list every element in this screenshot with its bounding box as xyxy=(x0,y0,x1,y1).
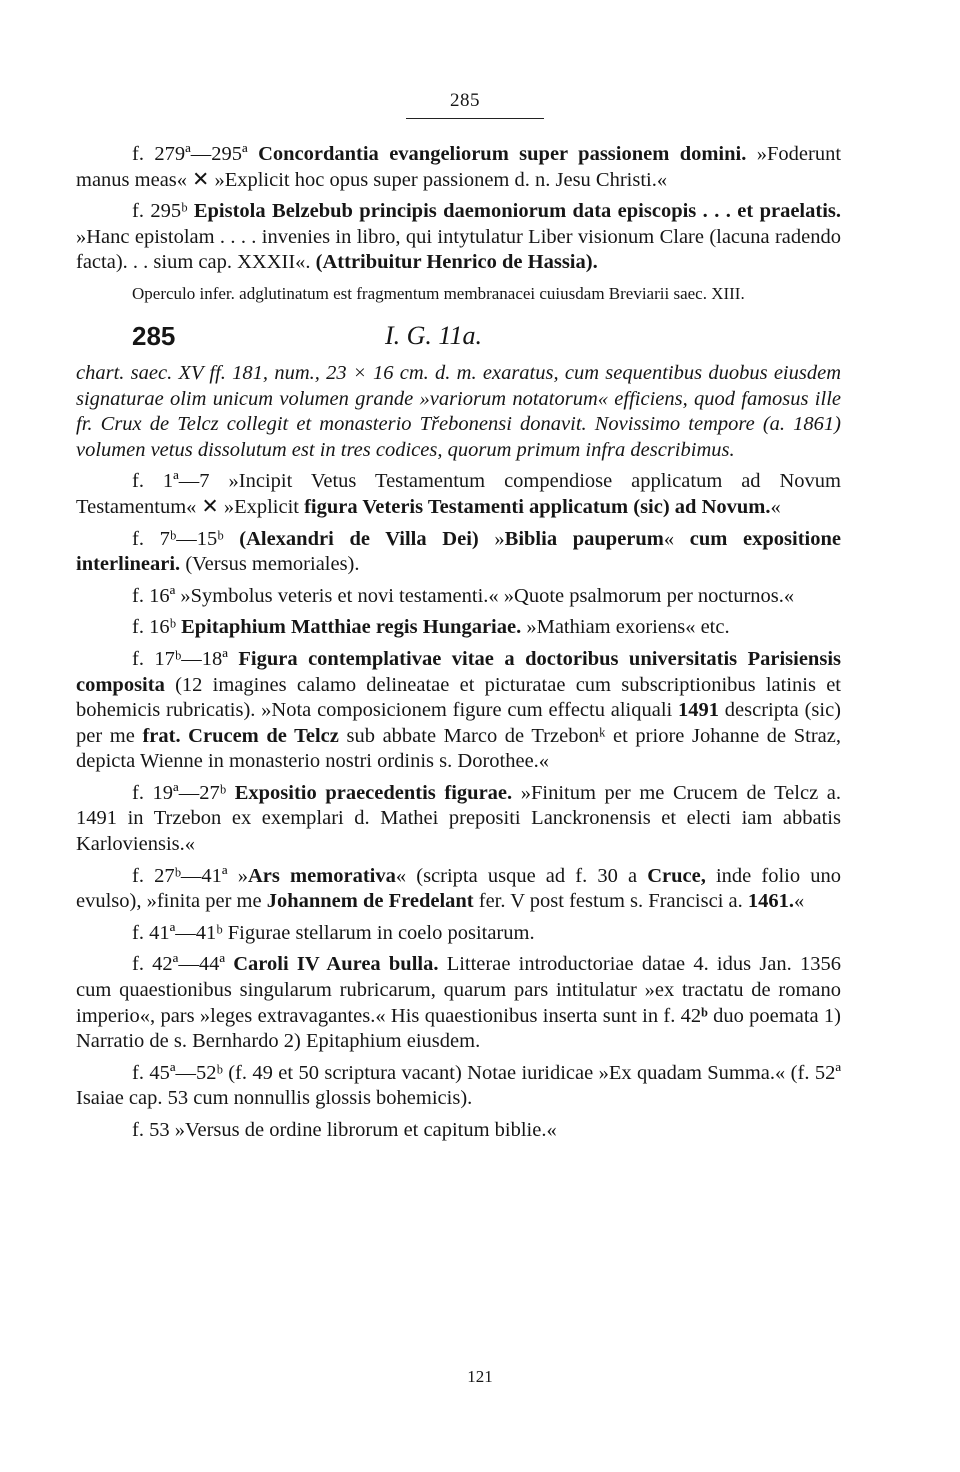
entry-locator: f. 16ᵇ xyxy=(132,616,176,639)
catalog-content xyxy=(76,142,841,1150)
manuscript-number: 285 xyxy=(132,320,176,351)
entry-text: (12 imagines calamo delineatae et picturatae cum subscriptionibus latinis et bohemicis rubricatis). »Nota composicionem figure cum effectu aliquali xyxy=(76,673,841,722)
entry-text: sub abbate Marco de Trzebonᵏ et priore Johanne de Straz, depicta Wienne in monasterio nostri ordinis s. Dorothee.« xyxy=(76,724,841,773)
entry-title: Epistola Belzebub principis daemoniorum data episcopis . . . et praelatis. xyxy=(193,200,841,223)
content-entry xyxy=(76,584,841,610)
entry-locator: f. 17ᵇ—18ª xyxy=(132,647,228,670)
content-entry xyxy=(76,781,841,858)
entry-title: Concordantia evangeliorum super passionem domini. xyxy=(258,143,747,165)
entry-bold-text: 1491 xyxy=(678,699,720,722)
entry-bold-text: figura Veteris Testamenti applicatum (sic) ad Novum. xyxy=(304,495,771,518)
entry-text: »Incipit Vetus Testamentum compendiose applicatum ad Novum Testamentum« ✕ »Explicit xyxy=(76,470,842,518)
signature-line xyxy=(76,317,841,361)
entry-text: (f. 49 et 50 scriptura vacant) Notae iuridicae »Ex quadam Summa.« (f. 52ª Isaiae cap. 53 cum nonnullis glossis bohemicis). xyxy=(76,1061,841,1110)
codex-description: chart. saec. XV ff. 181, num., 23 × 16 cm. d. m. exaratus, cum sequentibus duobus eiusdem signaturae olim unicum volumen grande »variorum notatorum« efficiens, quod famosus ille fr. Crux de Telcz collegit et monasterio Třebonensi donavit. Novissimo tempore (a. 1861) volumen vetus dissolutum est in tres codices, quorum primum infra describimus. xyxy=(76,361,841,461)
entry-text: « xyxy=(770,495,781,518)
content-entry xyxy=(76,469,841,520)
content-entry xyxy=(76,615,841,641)
entry-attribution: (Attribuitur Henrico de Hassia). xyxy=(315,251,598,274)
entry-text: (Versus memoriales). xyxy=(180,553,360,576)
content-entry xyxy=(76,952,841,1054)
entry-text: » xyxy=(237,864,248,887)
entry-concordantia xyxy=(76,142,841,193)
entry-locator: f. 41ª—41ᵇ xyxy=(132,921,223,944)
content-entry xyxy=(76,1061,841,1112)
running-page-number: 285 xyxy=(450,90,480,111)
entry-bold-text: ᵇ xyxy=(701,1004,708,1027)
entry-text: »Foderunt manus meas« ✕ »Explicit hoc opus super passionem d. n. Jesu Christi.« xyxy=(76,143,842,191)
entry-text: « xyxy=(663,527,690,550)
entry-bold-text: frat. Crucem de Telcz xyxy=(142,724,339,747)
entry-bold-text: Figura contemplativae vitae a doctoribus universitatis Parisiensis composita xyxy=(76,647,841,696)
entry-bold-text: 1461. xyxy=(747,890,794,913)
operculo-note: Operculo infer. adglutinatum est fragmentum membranacei cuiusdam Breviarii saec. XIII. xyxy=(132,283,745,303)
entry-bold-text: Cruce, xyxy=(647,864,706,887)
entry-text: Figurae stellarum in coelo positarum. xyxy=(227,921,535,944)
entry-bold-text: Ars memorativa xyxy=(247,864,396,887)
contents-entries xyxy=(76,469,841,1143)
entry-bold-text: Epitaphium Matthiae regis Hungariae. xyxy=(181,616,522,639)
entry-locator: f. 45ª—52ᵇ xyxy=(132,1061,223,1084)
entry-text: inde folio uno evulso), »finita per me xyxy=(76,864,842,913)
entry-bold-text: cum expositione interlineari. xyxy=(76,527,841,576)
entry-locator: f. 16ª xyxy=(132,584,176,607)
entry-locator: f. 1ª—7 xyxy=(132,470,210,493)
entry-text: descripta (sic) per me xyxy=(76,699,841,747)
entry-text: « xyxy=(794,890,805,913)
content-entry xyxy=(76,864,841,915)
content-entry xyxy=(76,647,841,775)
entry-locator: f. 7ᵇ—15ᵇ xyxy=(132,527,224,550)
entry-locator: f. 295ᵇ xyxy=(132,200,188,223)
entry-text: »Finitum per me Crucem de Telcz a. 1491 in Trzebon ex exemplari d. Mathei prepositi Lanckronensis et electi iam abbatis Karloviensis.« xyxy=(76,781,841,856)
entry-locator: f. 53 xyxy=(132,1119,170,1141)
content-entry xyxy=(76,921,841,947)
footer-page-number: 121 xyxy=(467,1367,493,1386)
entry-text: » xyxy=(478,527,505,550)
entry-locator: f. 19ª—27ᵇ xyxy=(132,781,227,804)
entry-text: »Symbolus veteris et novi testamenti.« »Quote psalmorum per nocturnos.« xyxy=(180,584,795,607)
entry-text: Litterae introductoriae datae 4. idus Jan. 1356 cum quaestionibus singularum rubricarum, quarum pars intitulatur »ex tractatu de romano imperio«, pars »leges extravagantes.« His quaestionibus inserta sunt in f. 42 xyxy=(76,953,842,1027)
entry-locator: f. 42ª—44ª xyxy=(132,953,225,976)
header-rule xyxy=(406,118,544,119)
entry-locator: f. 27ᵇ—41ª xyxy=(132,864,228,887)
entry-epistola xyxy=(76,199,841,276)
entry-text: duo poemata 1) Narratio de s. Bernhardo 2) Epitaphium eiusdem. xyxy=(76,1004,841,1053)
entry-bold-text: Caroli IV Aurea bulla. xyxy=(233,953,439,976)
entry-text: »Versus de ordine librorum et capitum biblie.« xyxy=(174,1119,557,1141)
entry-text: fer. V post festum s. Francisci a. xyxy=(473,890,748,913)
entry-text: »Mathiam exoriens« etc. xyxy=(521,616,730,639)
content-entry xyxy=(76,527,841,578)
content-entry xyxy=(76,1118,841,1144)
entry-locator: f. 279ª—295ª xyxy=(132,143,248,165)
entry-bold-text: Expositio praecedentis figurae. xyxy=(234,781,513,804)
entry-text: »Hanc epistolam . . . . invenies in libro, qui intytulatur Liber visionum Clare (lacuna radendo facta). . . sium cap. XXXII«. xyxy=(76,225,841,274)
shelfmark: I. G. 11a. xyxy=(385,320,483,350)
entry-text: « (scripta usque ad f. 30 a xyxy=(395,864,648,887)
entry-bold-text: Johannem de Fredelant xyxy=(266,890,474,913)
entry-bold-text: (Alexandri de Villa Dei) xyxy=(239,527,479,550)
entry-bold-text: Biblia pauperum xyxy=(504,527,664,550)
